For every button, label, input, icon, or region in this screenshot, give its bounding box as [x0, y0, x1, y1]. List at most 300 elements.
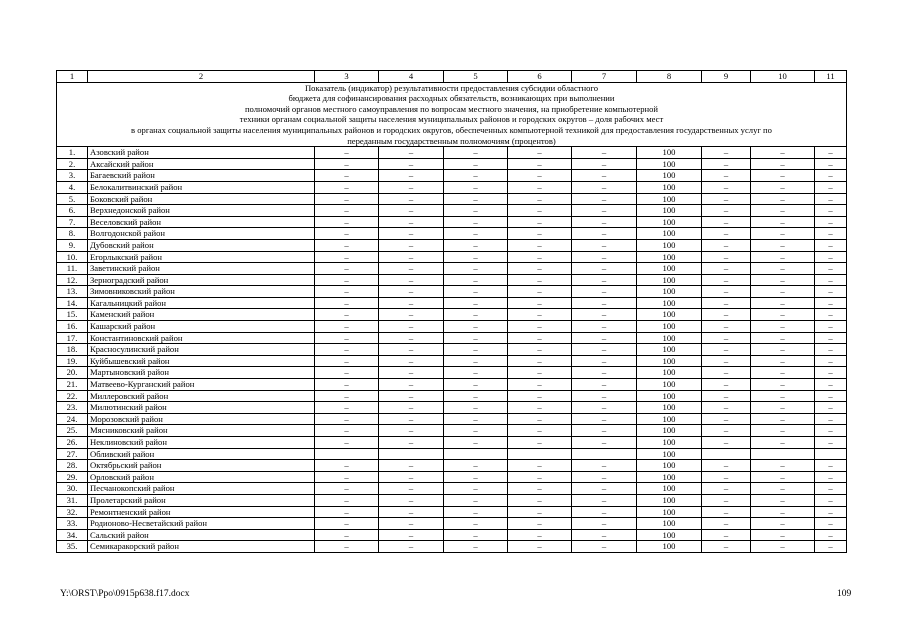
value-cell: –	[702, 355, 751, 367]
value-cell: –	[572, 402, 637, 414]
value-cell: –	[315, 228, 379, 240]
table-row	[57, 251, 847, 263]
value-cell: 100	[637, 321, 702, 333]
value-cell: –	[815, 239, 847, 251]
value-cell: –	[508, 402, 572, 414]
row-number-cell: 19.	[57, 355, 88, 367]
value-cell: –	[508, 506, 572, 518]
table-row	[57, 413, 847, 425]
value-cell: –	[444, 274, 508, 286]
column-number-cell: 8	[637, 71, 702, 83]
value-cell: –	[702, 228, 751, 240]
value-cell: –	[815, 263, 847, 275]
row-number-cell: 17.	[57, 332, 88, 344]
indicator-title-line: техники органам социальной защиты населения муниципальных районов и городских округов – доля рабочих мест	[239, 114, 664, 125]
value-cell: –	[508, 286, 572, 298]
value-cell: –	[702, 332, 751, 344]
table-row	[57, 437, 847, 449]
value-cell: –	[751, 506, 815, 518]
value-cell: –	[315, 321, 379, 333]
district-name-cell: Семикаракорский район	[88, 541, 315, 553]
value-cell: –	[379, 332, 444, 344]
district-name-cell: Константиновский район	[88, 332, 315, 344]
table-row	[57, 170, 847, 182]
value-cell: –	[315, 483, 379, 495]
value-cell: –	[751, 309, 815, 321]
footer-file-path: Y:\ORST\Ppo\0915p638.f17.docx	[60, 589, 190, 599]
value-cell: –	[702, 297, 751, 309]
value-cell: –	[315, 263, 379, 275]
value-cell	[315, 448, 379, 460]
district-name-cell: Багаевский район	[88, 170, 315, 182]
value-cell: –	[315, 494, 379, 506]
row-number-cell: 7.	[57, 216, 88, 228]
value-cell: –	[815, 251, 847, 263]
row-number-cell: 20.	[57, 367, 88, 379]
table-row	[57, 460, 847, 472]
value-cell: –	[444, 379, 508, 391]
district-name-cell: Боковский район	[88, 193, 315, 205]
value-cell: –	[379, 518, 444, 530]
district-name-cell: Песчанокопский район	[88, 483, 315, 495]
table-row	[57, 286, 847, 298]
column-number-cell: 11	[815, 71, 847, 83]
value-cell: –	[379, 390, 444, 402]
district-name-cell: Неклиновский район	[88, 437, 315, 449]
value-cell: –	[315, 460, 379, 472]
row-number-cell: 27.	[57, 448, 88, 460]
column-number-cell: 10	[751, 71, 815, 83]
value-cell: –	[702, 147, 751, 159]
row-number-cell: 11.	[57, 263, 88, 275]
value-cell: –	[315, 193, 379, 205]
value-cell: –	[379, 286, 444, 298]
value-cell: –	[444, 541, 508, 553]
value-cell: –	[702, 390, 751, 402]
value-cell: –	[572, 205, 637, 217]
value-cell: –	[508, 297, 572, 309]
value-cell: –	[508, 367, 572, 379]
value-cell: –	[572, 529, 637, 541]
value-cell: –	[815, 483, 847, 495]
value-cell: –	[379, 355, 444, 367]
row-number-cell: 26.	[57, 437, 88, 449]
value-cell: –	[815, 297, 847, 309]
district-name-cell: Куйбышевский район	[88, 355, 315, 367]
row-number-cell: 32.	[57, 506, 88, 518]
row-number-cell: 12.	[57, 274, 88, 286]
column-number-cell: 5	[444, 71, 508, 83]
row-number-cell: 4.	[57, 181, 88, 193]
row-number-cell: 22.	[57, 390, 88, 402]
district-name-cell: Кашарский район	[88, 321, 315, 333]
value-cell: –	[444, 332, 508, 344]
value-cell: –	[315, 274, 379, 286]
value-cell: –	[508, 390, 572, 402]
table-row	[57, 332, 847, 344]
table-row	[57, 506, 847, 518]
value-cell: –	[379, 205, 444, 217]
table-row	[57, 228, 847, 240]
value-cell: 100	[637, 541, 702, 553]
value-cell: –	[315, 506, 379, 518]
value-cell: –	[815, 437, 847, 449]
value-cell: –	[572, 274, 637, 286]
value-cell: –	[572, 251, 637, 263]
row-number-cell: 24.	[57, 413, 88, 425]
row-number-cell: 34.	[57, 529, 88, 541]
column-number-cell: 7	[572, 71, 637, 83]
value-cell: 100	[637, 170, 702, 182]
table-row	[57, 181, 847, 193]
value-cell: –	[379, 263, 444, 275]
value-cell: –	[572, 506, 637, 518]
value-cell: –	[815, 216, 847, 228]
district-name-cell: Каменский район	[88, 309, 315, 321]
district-name-cell: Орловский район	[88, 471, 315, 483]
value-cell: –	[379, 170, 444, 182]
row-number-cell: 23.	[57, 402, 88, 414]
value-cell: –	[815, 541, 847, 553]
value-cell: –	[572, 216, 637, 228]
value-cell: –	[815, 402, 847, 414]
value-cell: 100	[637, 483, 702, 495]
value-cell: 100	[637, 205, 702, 217]
value-cell: –	[444, 344, 508, 356]
value-cell: –	[751, 239, 815, 251]
value-cell: –	[815, 471, 847, 483]
value-cell: –	[444, 228, 508, 240]
value-cell: –	[508, 181, 572, 193]
value-cell: –	[315, 158, 379, 170]
row-number-cell: 14.	[57, 297, 88, 309]
district-name-cell: Волгодонской район	[88, 228, 315, 240]
table-row	[57, 494, 847, 506]
value-cell: –	[379, 529, 444, 541]
value-cell: –	[572, 170, 637, 182]
value-cell: –	[508, 541, 572, 553]
table-row	[57, 448, 847, 460]
row-number-cell: 35.	[57, 541, 88, 553]
value-cell: –	[815, 390, 847, 402]
value-cell: –	[751, 390, 815, 402]
value-cell: –	[702, 181, 751, 193]
district-name-cell: Егорлыкский район	[88, 251, 315, 263]
value-cell: –	[315, 541, 379, 553]
value-cell: –	[379, 344, 444, 356]
district-name-cell: Заветинский район	[88, 263, 315, 275]
value-cell: –	[315, 147, 379, 159]
value-cell: –	[751, 205, 815, 217]
value-cell: –	[702, 483, 751, 495]
value-cell: –	[702, 193, 751, 205]
value-cell: 100	[637, 448, 702, 460]
value-cell: –	[315, 216, 379, 228]
value-cell: –	[751, 321, 815, 333]
value-cell: –	[379, 321, 444, 333]
table-row	[57, 483, 847, 495]
table-row	[57, 158, 847, 170]
value-cell: –	[379, 251, 444, 263]
value-cell: –	[702, 286, 751, 298]
table-row	[57, 297, 847, 309]
value-cell: –	[751, 170, 815, 182]
value-cell: –	[315, 471, 379, 483]
district-name-cell: Аксайский район	[88, 158, 315, 170]
value-cell: –	[572, 228, 637, 240]
value-cell: –	[702, 471, 751, 483]
district-name-cell: Верхнедонской район	[88, 205, 315, 217]
value-cell: –	[751, 494, 815, 506]
value-cell: –	[315, 297, 379, 309]
row-number-cell: 1.	[57, 147, 88, 159]
value-cell: –	[444, 263, 508, 275]
value-cell: –	[444, 170, 508, 182]
value-cell: –	[444, 471, 508, 483]
value-cell: –	[315, 390, 379, 402]
value-cell: –	[315, 413, 379, 425]
value-cell: 100	[637, 518, 702, 530]
value-cell: –	[379, 506, 444, 518]
column-number-cell: 6	[508, 71, 572, 83]
value-cell: –	[315, 286, 379, 298]
value-cell: –	[815, 286, 847, 298]
district-name-cell: Родионово-Несветайский район	[88, 518, 315, 530]
value-cell: –	[572, 181, 637, 193]
value-cell: –	[444, 321, 508, 333]
value-cell: –	[444, 460, 508, 472]
value-cell: –	[444, 205, 508, 217]
value-cell: –	[508, 321, 572, 333]
table-row	[57, 205, 847, 217]
value-cell: –	[444, 518, 508, 530]
page-number: 109	[837, 589, 852, 599]
value-cell: –	[444, 158, 508, 170]
value-cell	[702, 448, 751, 460]
value-cell: –	[815, 367, 847, 379]
value-cell: –	[815, 147, 847, 159]
value-cell: –	[702, 402, 751, 414]
value-cell: –	[315, 367, 379, 379]
value-cell: –	[508, 437, 572, 449]
value-cell: –	[508, 518, 572, 530]
district-name-cell: Азовский район	[88, 147, 315, 159]
table-row	[57, 216, 847, 228]
value-cell: 100	[637, 460, 702, 472]
value-cell: –	[315, 437, 379, 449]
district-name-cell: Мартыновский район	[88, 367, 315, 379]
value-cell: –	[315, 425, 379, 437]
value-cell: –	[508, 216, 572, 228]
table-row	[57, 309, 847, 321]
row-number-cell: 16.	[57, 321, 88, 333]
indicator-title-line: в органах социальной защиты населения муниципальных районов и городских округов, обеспеченных компьютерной техникой для предоставления государственных услуг по	[131, 124, 772, 135]
value-cell: 100	[637, 390, 702, 402]
value-cell: –	[572, 309, 637, 321]
value-cell: 100	[637, 147, 702, 159]
value-cell: –	[444, 181, 508, 193]
value-cell: –	[751, 413, 815, 425]
value-cell: –	[702, 506, 751, 518]
value-cell: –	[751, 332, 815, 344]
value-cell: 100	[637, 193, 702, 205]
value-cell: –	[702, 321, 751, 333]
indicator-title-line: полномочий органов местного самоуправления по вопросам местного значения, на приобретение компьютерной	[244, 103, 659, 114]
value-cell: –	[315, 251, 379, 263]
value-cell: –	[508, 344, 572, 356]
row-number-cell: 33.	[57, 518, 88, 530]
row-number-cell: 13.	[57, 286, 88, 298]
value-cell: –	[751, 402, 815, 414]
value-cell: –	[751, 228, 815, 240]
value-cell: –	[702, 274, 751, 286]
value-cell: –	[572, 355, 637, 367]
value-cell: –	[379, 193, 444, 205]
value-cell: –	[572, 147, 637, 159]
value-cell: –	[379, 158, 444, 170]
value-cell: –	[508, 205, 572, 217]
value-cell: –	[702, 263, 751, 275]
column-number-row	[57, 71, 847, 83]
value-cell: –	[751, 425, 815, 437]
value-cell: –	[572, 286, 637, 298]
table-row	[57, 367, 847, 379]
value-cell: 100	[637, 379, 702, 391]
value-cell: –	[815, 228, 847, 240]
value-cell: –	[572, 332, 637, 344]
value-cell: –	[379, 147, 444, 159]
value-cell: –	[751, 286, 815, 298]
value-cell: –	[315, 518, 379, 530]
value-cell: –	[379, 402, 444, 414]
value-cell: –	[508, 355, 572, 367]
value-cell: –	[702, 309, 751, 321]
value-cell: –	[379, 274, 444, 286]
value-cell: –	[315, 332, 379, 344]
row-number-cell: 21.	[57, 379, 88, 391]
value-cell: –	[508, 228, 572, 240]
value-cell: –	[379, 367, 444, 379]
district-name-cell: Зерноградский район	[88, 274, 315, 286]
value-cell: –	[444, 437, 508, 449]
value-cell: –	[379, 379, 444, 391]
value-cell: –	[572, 483, 637, 495]
value-cell: –	[751, 274, 815, 286]
value-cell	[379, 448, 444, 460]
value-cell: –	[572, 239, 637, 251]
value-cell: –	[315, 309, 379, 321]
value-cell: –	[702, 518, 751, 530]
row-number-cell: 15.	[57, 309, 88, 321]
value-cell: –	[702, 205, 751, 217]
value-cell: 100	[637, 274, 702, 286]
value-cell: –	[379, 460, 444, 472]
value-cell: –	[508, 239, 572, 251]
value-cell: –	[315, 402, 379, 414]
value-cell: 100	[637, 309, 702, 321]
value-cell: –	[751, 216, 815, 228]
value-cell: –	[508, 483, 572, 495]
table-row	[57, 541, 847, 553]
value-cell: –	[508, 425, 572, 437]
value-cell: –	[508, 147, 572, 159]
district-name-cell: Матвеево-Курганский район	[88, 379, 315, 391]
value-cell: –	[702, 494, 751, 506]
value-cell: –	[508, 494, 572, 506]
value-cell: –	[751, 367, 815, 379]
value-cell: –	[702, 529, 751, 541]
value-cell: 100	[637, 216, 702, 228]
value-cell: –	[751, 181, 815, 193]
value-cell: –	[508, 413, 572, 425]
indicator-title-line: переданным государственным полномочиям (процентов)	[347, 135, 556, 146]
value-cell: 100	[637, 297, 702, 309]
value-cell: –	[702, 367, 751, 379]
row-number-cell: 18.	[57, 344, 88, 356]
value-cell: –	[751, 355, 815, 367]
value-cell: –	[751, 518, 815, 530]
row-number-cell: 5.	[57, 193, 88, 205]
value-cell: –	[702, 158, 751, 170]
row-number-cell: 6.	[57, 205, 88, 217]
column-number-cell: 1	[57, 71, 88, 83]
district-name-cell: Пролетарский район	[88, 494, 315, 506]
value-cell: –	[572, 471, 637, 483]
value-cell: 100	[637, 529, 702, 541]
value-cell: –	[572, 390, 637, 402]
value-cell: –	[379, 437, 444, 449]
value-cell: –	[815, 332, 847, 344]
row-number-cell: 28.	[57, 460, 88, 472]
value-cell: –	[379, 309, 444, 321]
value-cell: –	[508, 158, 572, 170]
value-cell: 100	[637, 355, 702, 367]
value-cell: –	[572, 193, 637, 205]
value-cell: 100	[637, 344, 702, 356]
value-cell: –	[815, 344, 847, 356]
district-name-cell: Кагальницкий район	[88, 297, 315, 309]
column-number-cell: 3	[315, 71, 379, 83]
value-cell: –	[572, 425, 637, 437]
value-cell: –	[751, 193, 815, 205]
value-cell: –	[815, 379, 847, 391]
district-name-cell: Морозовский район	[88, 413, 315, 425]
value-cell: 100	[637, 251, 702, 263]
value-cell: –	[444, 390, 508, 402]
value-cell: –	[572, 367, 637, 379]
value-cell: –	[572, 344, 637, 356]
value-cell: –	[444, 367, 508, 379]
value-cell: –	[751, 471, 815, 483]
value-cell: –	[572, 297, 637, 309]
district-name-cell: Обливский район	[88, 448, 315, 460]
row-number-cell: 3.	[57, 170, 88, 182]
table-row	[57, 518, 847, 530]
value-cell: –	[315, 529, 379, 541]
value-cell: –	[815, 460, 847, 472]
value-cell: –	[315, 344, 379, 356]
value-cell: –	[444, 483, 508, 495]
row-number-cell: 9.	[57, 239, 88, 251]
value-cell: –	[702, 216, 751, 228]
value-cell: –	[702, 460, 751, 472]
value-cell: –	[315, 355, 379, 367]
district-name-cell: Сальский район	[88, 529, 315, 541]
value-cell: –	[815, 205, 847, 217]
value-cell: –	[815, 158, 847, 170]
value-cell: –	[751, 344, 815, 356]
value-cell: –	[815, 518, 847, 530]
